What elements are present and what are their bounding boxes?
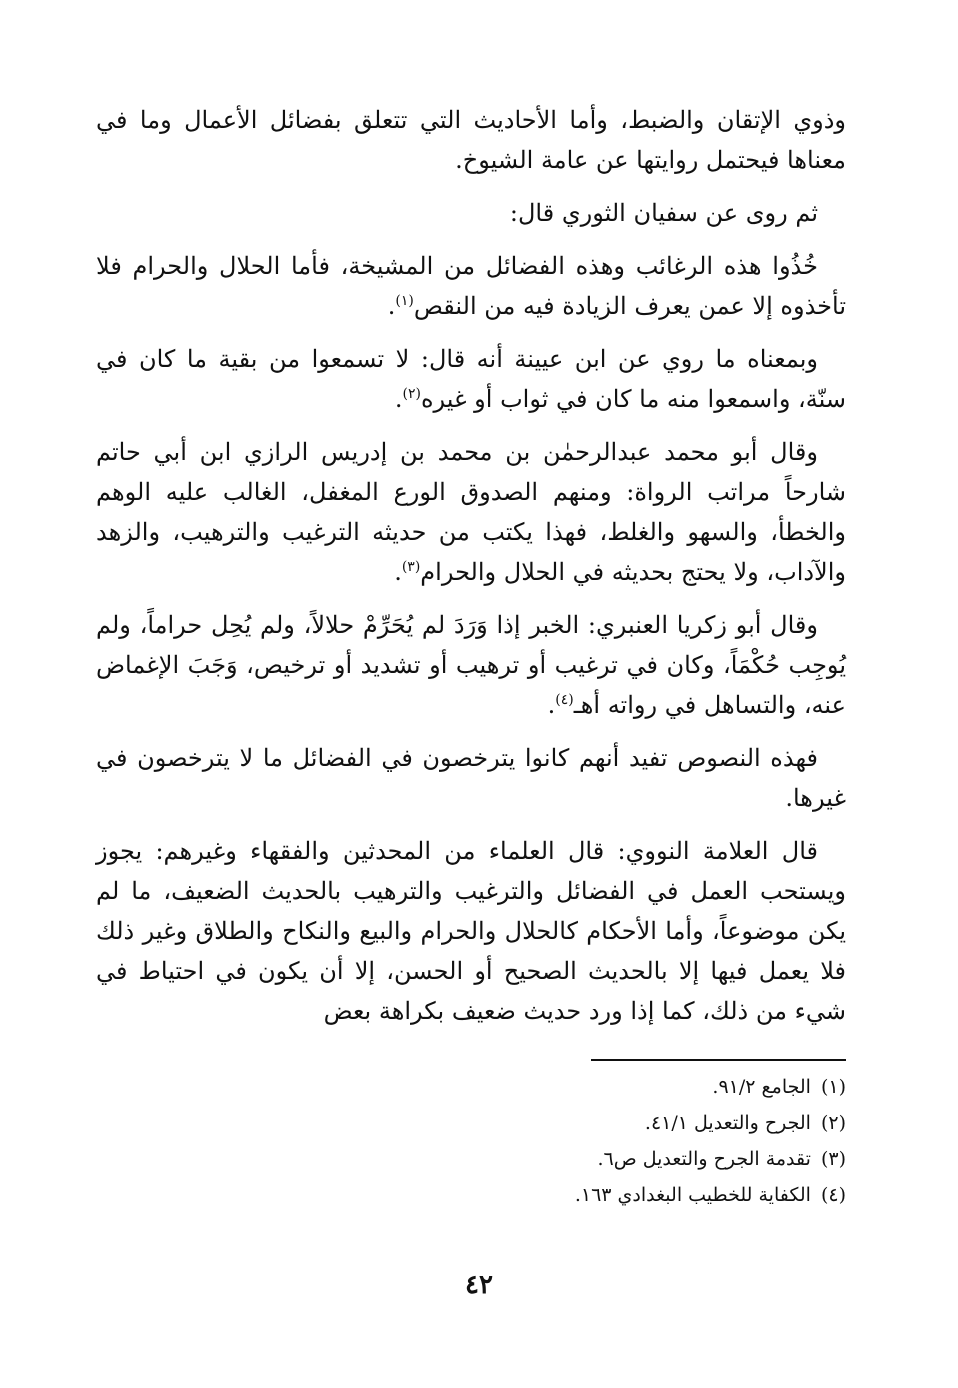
footnote-ref-2: (٢)	[402, 386, 421, 402]
footnote-ref-1: (١)	[395, 293, 414, 309]
footnote-2	[96, 1105, 846, 1141]
sentence-end: .	[394, 558, 402, 586]
footnote-divider	[591, 1059, 846, 1061]
paragraph-4: وبمعناه ما روي عن ابن عيينة أنه قال: لا تسمعوا من بقية ما كان في سنّة، واسمعوا منه ما كان في ثواب أو غيره$^{(٢)}$.	[96, 345, 846, 413]
footnotes	[96, 1069, 846, 1213]
footnote-number: (٢)	[820, 1112, 846, 1134]
footnote-3	[96, 1141, 846, 1177]
paragraph-3: خُذُوا هذه الرغائب وهذه الفضائل من المشيخة، فأما الحلال والحرام فلا تأخذوه إلا عمن يعرف الزيادة فيه من النقص$^{(١)}$.	[96, 252, 846, 320]
footnote-text: تقدمة الجرح والتعديل ص٦.	[597, 1148, 811, 1170]
paragraph-7: فهذه النصوص تفيد أنهم كانوا يترخصون في الفضائل ما لا يترخصون في غيرها.	[96, 744, 846, 812]
sentence-end: .	[547, 691, 556, 719]
footnote-ref-4: (٤)	[555, 692, 574, 708]
paragraph-1: وذوي الإتقان والضبط، وأما الأحاديث التي تتعلق بفضائل الأعمال وما في معناها فيحتمل روايتها عن عامة الشيوخ.	[96, 106, 846, 174]
sentence-end: .	[394, 385, 403, 413]
footnote-ref-3: (٣)	[401, 559, 421, 575]
sentence-end: .	[387, 292, 396, 320]
paragraph-6: وقال أبو زكريا العنبري: الخبر إذا وَرَدَ لم يُحَرِّمْ حلالاً، ولم يُحِل حراماً، ولم يُوجِب حُكْمَاً، وكان في ترغيب أو ترهيب أو تشديد أو ترخيص، وَجَبَ الإغماض عنه، والتساهل في رواته أهـ$^{(٤)}$.	[96, 611, 846, 719]
footnote-text: الجرح والتعديل ٤١/١.	[644, 1112, 811, 1134]
footnote-1	[96, 1069, 846, 1105]
footnote-number: (٣)	[820, 1148, 846, 1170]
footnote-4	[96, 1177, 846, 1213]
footnote-number: (٤)	[820, 1184, 846, 1206]
footnote-text: الكفاية للخطيب البغدادي ١٦٣.	[574, 1184, 811, 1206]
body-text	[96, 100, 846, 1213]
paragraph-8: قال العلامة النووي: قال العلماء من المحدثين والفقهاء وغيرهم: يجوز ويستحب العمل في الفضائل والترغيب والترهيب بالحديث الضعيف، ما لم يكن موضوعاً، وأما الأحكام كالحلال والحرام والبيع والنكاح والطلاق وغير ذلك فلا يعمل فيها إلا بالحديث الصحيح أو الحسن، إلا أن يكون في احتياط في شيء من ذلك، كما إذا ورد حديث ضعيف بكراهة بعض	[96, 837, 846, 1025]
paragraph-2: ثم روى عن سفيان الثوري قال:	[509, 199, 818, 227]
paragraph-5: وقال أبو محمد عبدالرحمٰن بن محمد بن إدريس الرازي ابن أبي حاتم شارحاً مراتب الرواة: ومنهم الصدوق الورع المغفل، الغالب عليه الوهم والخطأ، والسهو والغلط، فهذا يكتب من حديثه الترغيب والترهيب، والزهد والآداب، ولا يحتج بحديثه في الحلال والحرام$^{(٣)}$.	[96, 438, 846, 586]
page-number: ٤٢	[465, 1270, 493, 1300]
footnote-text: الجامع ٩١/٢.	[712, 1076, 811, 1098]
footnote-number: (١)	[820, 1076, 846, 1098]
